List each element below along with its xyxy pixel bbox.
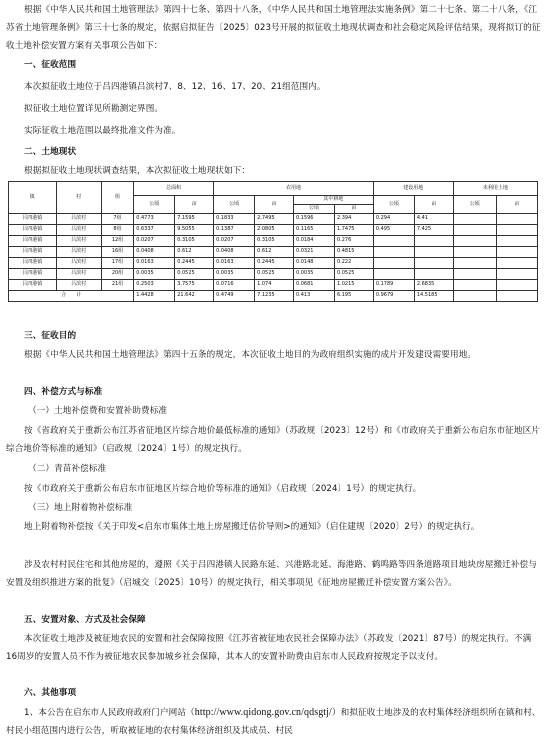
section-6-title: 六、其他事项 <box>24 688 77 698</box>
section-2-title: 二、土地现状 <box>24 147 77 157</box>
table-cell: 吕滨村 <box>56 258 101 269</box>
table-row <box>9 280 538 291</box>
table-cell: 0.0716 <box>214 280 255 291</box>
table-cell: 吕四港镇 <box>9 225 57 236</box>
table-cell: 7.1595 <box>175 214 214 225</box>
land-status-table <box>8 181 538 302</box>
table-cell: 0.0408 <box>134 247 175 258</box>
section-4-title: 四、补偿方式与标准 <box>24 387 103 397</box>
table-cell: 0.2445 <box>255 258 294 269</box>
table-cell <box>453 214 496 225</box>
section-5-title: 五、安置对象、方式及社会保障 <box>24 615 146 625</box>
header-construction-land: 建设用地 <box>373 182 453 196</box>
table-cell <box>373 269 414 280</box>
table-cell: 7组 <box>101 214 133 225</box>
intro-paragraph: 根据《中华人民共和国土地管理法》第四十七条、第四十八条，《中华人民共和国土地管理法实施条例》第二十七条、第二十八条，《江苏省土地管理条例》第三十七条的规定，依据启拟征告〔2025〕023号开展的拟征收土地现状调查和社会稳定风险评估结果，现将拟订的征收土地补偿安置方案有关事项公告如下： <box>6 5 541 51</box>
section-4-subtitle-3: （三）地上附着物补偿标准 <box>28 503 133 513</box>
section-4-subtitle-1: （一）土地补偿费和安置补助费标准 <box>28 406 168 416</box>
table-cell: 0.0408 <box>214 247 255 258</box>
table-cell: 7.425 <box>414 225 453 236</box>
table-cell <box>414 247 453 258</box>
header-agricultural-land: 农用地 <box>214 182 374 196</box>
table-cell: 0.0035 <box>214 269 255 280</box>
table-cell: 0.1165 <box>293 225 334 236</box>
table-cell <box>453 247 496 258</box>
table-cell: 0.612 <box>175 247 214 258</box>
table-cell: 21.642 <box>175 291 214 302</box>
table-cell: 12组 <box>101 236 133 247</box>
table-cell <box>453 225 496 236</box>
header-village: 村 <box>56 182 101 214</box>
table-cell <box>373 236 414 247</box>
table-cell: 7.1235 <box>255 291 294 302</box>
table-cell: 0.0163 <box>214 258 255 269</box>
table-cell: 0.0681 <box>293 280 334 291</box>
table-cell: 0.9679 <box>373 291 414 302</box>
table-cell: 2.6835 <box>414 280 453 291</box>
table-row <box>9 236 538 247</box>
table-cell: 4.41 <box>414 214 453 225</box>
section-4-paragraph-4: 涉及农村村民住宅和其他房屋的，遵照《关于吕四港镇人民路东延、兴港路北延、海港路、鹤鸣路等四条道路项目地块房屋搬迁补偿与安置及组织推进方案的批复》（启城交〔2025〕10号）的规定执行，相关事项见《征地房屋搬迁补偿安置方案公告》。 <box>6 560 537 588</box>
section-3-paragraph-1: 根据《中华人民共和国土地管理法》第四十五条的规定，本次征收土地目的为政府组织实施的成片开发建设需要用地。 <box>24 350 477 360</box>
table-cell: 0.4773 <box>134 214 175 225</box>
table-cell: 21组 <box>101 280 133 291</box>
header-arable-land: 其中耕地 <box>293 196 373 205</box>
table-cell: 0.3105 <box>175 236 214 247</box>
table-cell <box>496 269 537 280</box>
table-cell: 0.2445 <box>175 258 214 269</box>
table-row <box>9 269 538 280</box>
header-unit-ha: 公顷 <box>134 196 175 214</box>
table-cell: 0.0163 <box>134 258 175 269</box>
table-row <box>9 225 538 236</box>
table-cell: 吕四港镇 <box>9 247 57 258</box>
table-row <box>9 214 538 225</box>
table-cell <box>414 258 453 269</box>
table-cell <box>496 214 537 225</box>
table-cell <box>453 258 496 269</box>
table-cell: 0.612 <box>255 247 294 258</box>
table-cell: 吕四港镇 <box>9 280 57 291</box>
table-cell: 0.0035 <box>293 269 334 280</box>
table-cell: 0.0525 <box>255 269 294 280</box>
header-unused-land: 未利用土地 <box>453 182 537 196</box>
table-cell: 0.0321 <box>293 247 334 258</box>
section-4-paragraph-1: 按《省政府关于重新公布江苏省征地区片综合地价最低标准的通知》（苏政规〔2023〕12号）和《市政府关于重新公布启东市征地区片综合地价等标准的通知》（启政规〔2024〕1号）的规定执行。 <box>6 426 540 454</box>
table-cell: 0.3105 <box>255 236 294 247</box>
table-cell: 0.495 <box>373 225 414 236</box>
header-total-area: 总面积 <box>134 182 214 196</box>
header-town: 镇 <box>9 182 57 214</box>
total-label: 合 计 <box>9 291 134 302</box>
section-1-paragraph-2: 拟征收土地位置详见所勘测定界图。 <box>24 104 164 114</box>
table-cell <box>453 269 496 280</box>
table-cell: 0.0207 <box>214 236 255 247</box>
section-1-paragraph-3: 实际征收土地范围以最终批准文件为准。 <box>24 126 181 136</box>
header-unit-mu: 亩 <box>175 196 214 214</box>
section-1-title: 一、征收范围 <box>24 60 77 70</box>
table-cell: 2.7495 <box>255 214 294 225</box>
table-cell <box>414 269 453 280</box>
table-cell <box>453 280 496 291</box>
table-row <box>9 258 538 269</box>
header-group: 组 <box>101 182 133 214</box>
table-cell: 1.4428 <box>134 291 175 302</box>
table-cell: 吕滨村 <box>56 280 101 291</box>
header-unit-mu: 亩 <box>496 196 537 214</box>
table-cell <box>496 280 537 291</box>
table-cell: 6.195 <box>334 291 373 302</box>
header-unit-mu: 亩 <box>414 196 453 214</box>
header-unit-mu: 亩 <box>255 196 294 214</box>
table-cell: 1.074 <box>255 280 294 291</box>
table-cell: 吕滨村 <box>56 225 101 236</box>
table-cell <box>496 291 537 302</box>
table-cell: 吕四港镇 <box>9 214 57 225</box>
table-cell <box>373 258 414 269</box>
header-unit-ha: 公顷 <box>293 205 334 214</box>
table-cell: 0.0184 <box>293 236 334 247</box>
table-cell: 0.222 <box>334 258 373 269</box>
section-4-subtitle-2: （二）青苗补偿标准 <box>28 464 107 474</box>
table-cell: 吕滨村 <box>56 236 101 247</box>
table-cell: 0.413 <box>293 291 334 302</box>
table-cell: 0.4815 <box>334 247 373 258</box>
header-unit-mu: 亩 <box>334 205 373 214</box>
table-cell: 16组 <box>101 247 133 258</box>
government-website-link[interactable]: http://www.qidong.gov.cn/qdsgtj/ <box>194 707 332 718</box>
table-cell: 0.0148 <box>293 258 334 269</box>
table-cell: 吕滨村 <box>56 214 101 225</box>
table-cell <box>373 247 414 258</box>
table-cell: 0.4749 <box>214 291 255 302</box>
table-cell <box>453 291 496 302</box>
table-cell: 吕四港镇 <box>9 269 57 280</box>
table-cell: 吕四港镇 <box>9 236 57 247</box>
section-3-title: 三、征收目的 <box>24 331 77 341</box>
table-cell <box>496 225 537 236</box>
section-4-paragraph-3: 地上附着物补偿按《关于印发<启东市集体土地上房屋搬迁估价导则>的通知》（启住建规〔2020〕2号）的规定执行。 <box>24 522 480 532</box>
header-unit-ha: 公顷 <box>373 196 414 214</box>
section-4-paragraph-2: 按《市政府关于重新公布启东市征地区片综合地价等标准的通知》（启政规〔2024〕1号）的规定执行。 <box>24 484 422 494</box>
section-6-paragraph-1 <box>6 704 541 741</box>
table-cell: 0.1387 <box>214 225 255 236</box>
table-cell <box>496 247 537 258</box>
table-cell: 0.2503 <box>134 280 175 291</box>
section-1-paragraph-1: 本次拟征收土地位于吕四港镇吕滨村7、8、12、16、17、20、21组范围内。 <box>24 82 326 92</box>
table-cell: 吕四港镇 <box>9 258 57 269</box>
table-cell: 1.0215 <box>334 280 373 291</box>
table-cell: 8组 <box>101 225 133 236</box>
section-2-paragraph-1: 根据拟征收土地现状调查结果，本次拟征收土地现状如下： <box>24 166 251 176</box>
table-cell: 2.394 <box>334 214 373 225</box>
table-cell: 0.1596 <box>293 214 334 225</box>
table-cell: 0.0207 <box>134 236 175 247</box>
table-cell: 0.0525 <box>175 269 214 280</box>
table-cell: 1.7475 <box>334 225 373 236</box>
table-cell: 吕滨村 <box>56 269 101 280</box>
notice-text-part-2: ）和拟征收土地涉及的农村集体经济组织所在镇和村、村民小组范围内进行公告，听取被征地的农村集体经济组织及其成员、村民 <box>6 708 541 736</box>
table-total-row <box>9 291 538 302</box>
table-cell: 0.294 <box>373 214 414 225</box>
table-cell: 0.0035 <box>134 269 175 280</box>
header-unit-ha: 公顷 <box>453 196 496 214</box>
table-cell: 3.7575 <box>175 280 214 291</box>
table-cell <box>496 236 537 247</box>
section-5-paragraph-1: 本次征收土地涉及被征地农民的安置和社会保障按照《江苏省被征地农民社会保障办法》（苏政发〔2021〕87号）的规定执行。不满16周岁的安置人员不作为被征地农民参加城乡社会保障，其本人的安置补助费由启东市人民政府按规定予以支付。 <box>6 634 532 662</box>
table-row <box>9 247 538 258</box>
table-cell: 17组 <box>101 258 133 269</box>
notice-text-part-1: 1、本公告在启东市人民政府政府门户网站（ <box>24 708 195 718</box>
table-cell: 14.5185 <box>414 291 453 302</box>
table-cell <box>414 236 453 247</box>
table-cell: 2.0805 <box>255 225 294 236</box>
table-cell <box>453 236 496 247</box>
table-cell: 9.5055 <box>175 225 214 236</box>
table-cell: 0.276 <box>334 236 373 247</box>
table-cell <box>496 258 537 269</box>
table-cell: 0.6337 <box>134 225 175 236</box>
table-cell: 20组 <box>101 269 133 280</box>
table-cell: 0.1789 <box>373 280 414 291</box>
table-cell: 0.0525 <box>334 269 373 280</box>
table-cell: 0.1833 <box>214 214 255 225</box>
header-unit-ha: 公顷 <box>214 196 255 214</box>
table-cell: 吕滨村 <box>56 247 101 258</box>
